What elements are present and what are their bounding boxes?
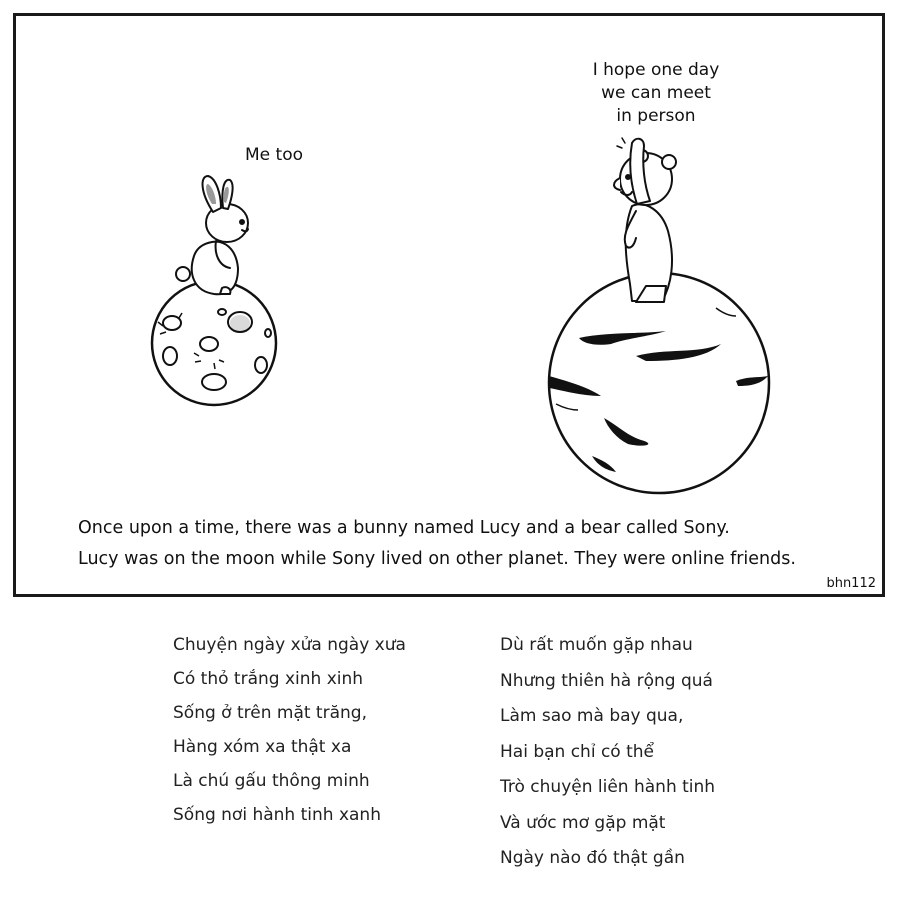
- bear-speech-line: we can meet: [601, 83, 711, 103]
- comic-illustration: [16, 16, 888, 600]
- poem-left-column: [173, 634, 406, 838]
- poem-line: Dù rất muốn gặp nhau: [500, 635, 693, 655]
- bear-speech-line: I hope one day: [592, 60, 720, 80]
- poem-line: Và ước mơ gặp mặt: [500, 812, 666, 833]
- bear-speech-line: in person: [616, 106, 696, 126]
- artist-signature: bhn112: [826, 576, 876, 591]
- bear-illustration: [614, 138, 676, 302]
- poem-line: Trò chuyện liên hành tinh: [500, 777, 716, 797]
- poem-line: Chuyện ngày xửa ngày xưa: [173, 635, 406, 655]
- planet-illustration: [549, 273, 769, 493]
- poem-line: Ngày nào đó thật gần: [500, 848, 685, 868]
- narration-line: Once upon a time, there was a bunny named Lucy and a bear called Sony.: [78, 518, 730, 538]
- moon-illustration: [152, 281, 276, 405]
- poem-line: Hàng xóm xa thật xa: [173, 737, 352, 757]
- narration-line: Lucy was on the moon while Sony lived on other planet. They were online friends.: [78, 549, 796, 569]
- bunny-speech-text: Me too: [245, 145, 303, 165]
- poem-line: Có thỏ trắng xinh xinh: [173, 669, 364, 689]
- poem-line: Hai bạn chỉ có thể: [500, 741, 655, 762]
- poem-line: Là chú gấu thông minh: [173, 771, 370, 791]
- bear-speech-text: [576, 59, 736, 128]
- comic-panel: [13, 13, 885, 597]
- poem-line: Sống ở trên mặt trăng,: [173, 703, 367, 723]
- poem-line: Làm sao mà bay qua,: [500, 706, 684, 726]
- bunny-illustration: [176, 176, 248, 294]
- poem-line: Nhưng thiên hà rộng quá: [500, 670, 713, 691]
- poem-line: Sống nơi hành tinh xanh: [173, 805, 381, 825]
- poem-right-column: [500, 634, 715, 883]
